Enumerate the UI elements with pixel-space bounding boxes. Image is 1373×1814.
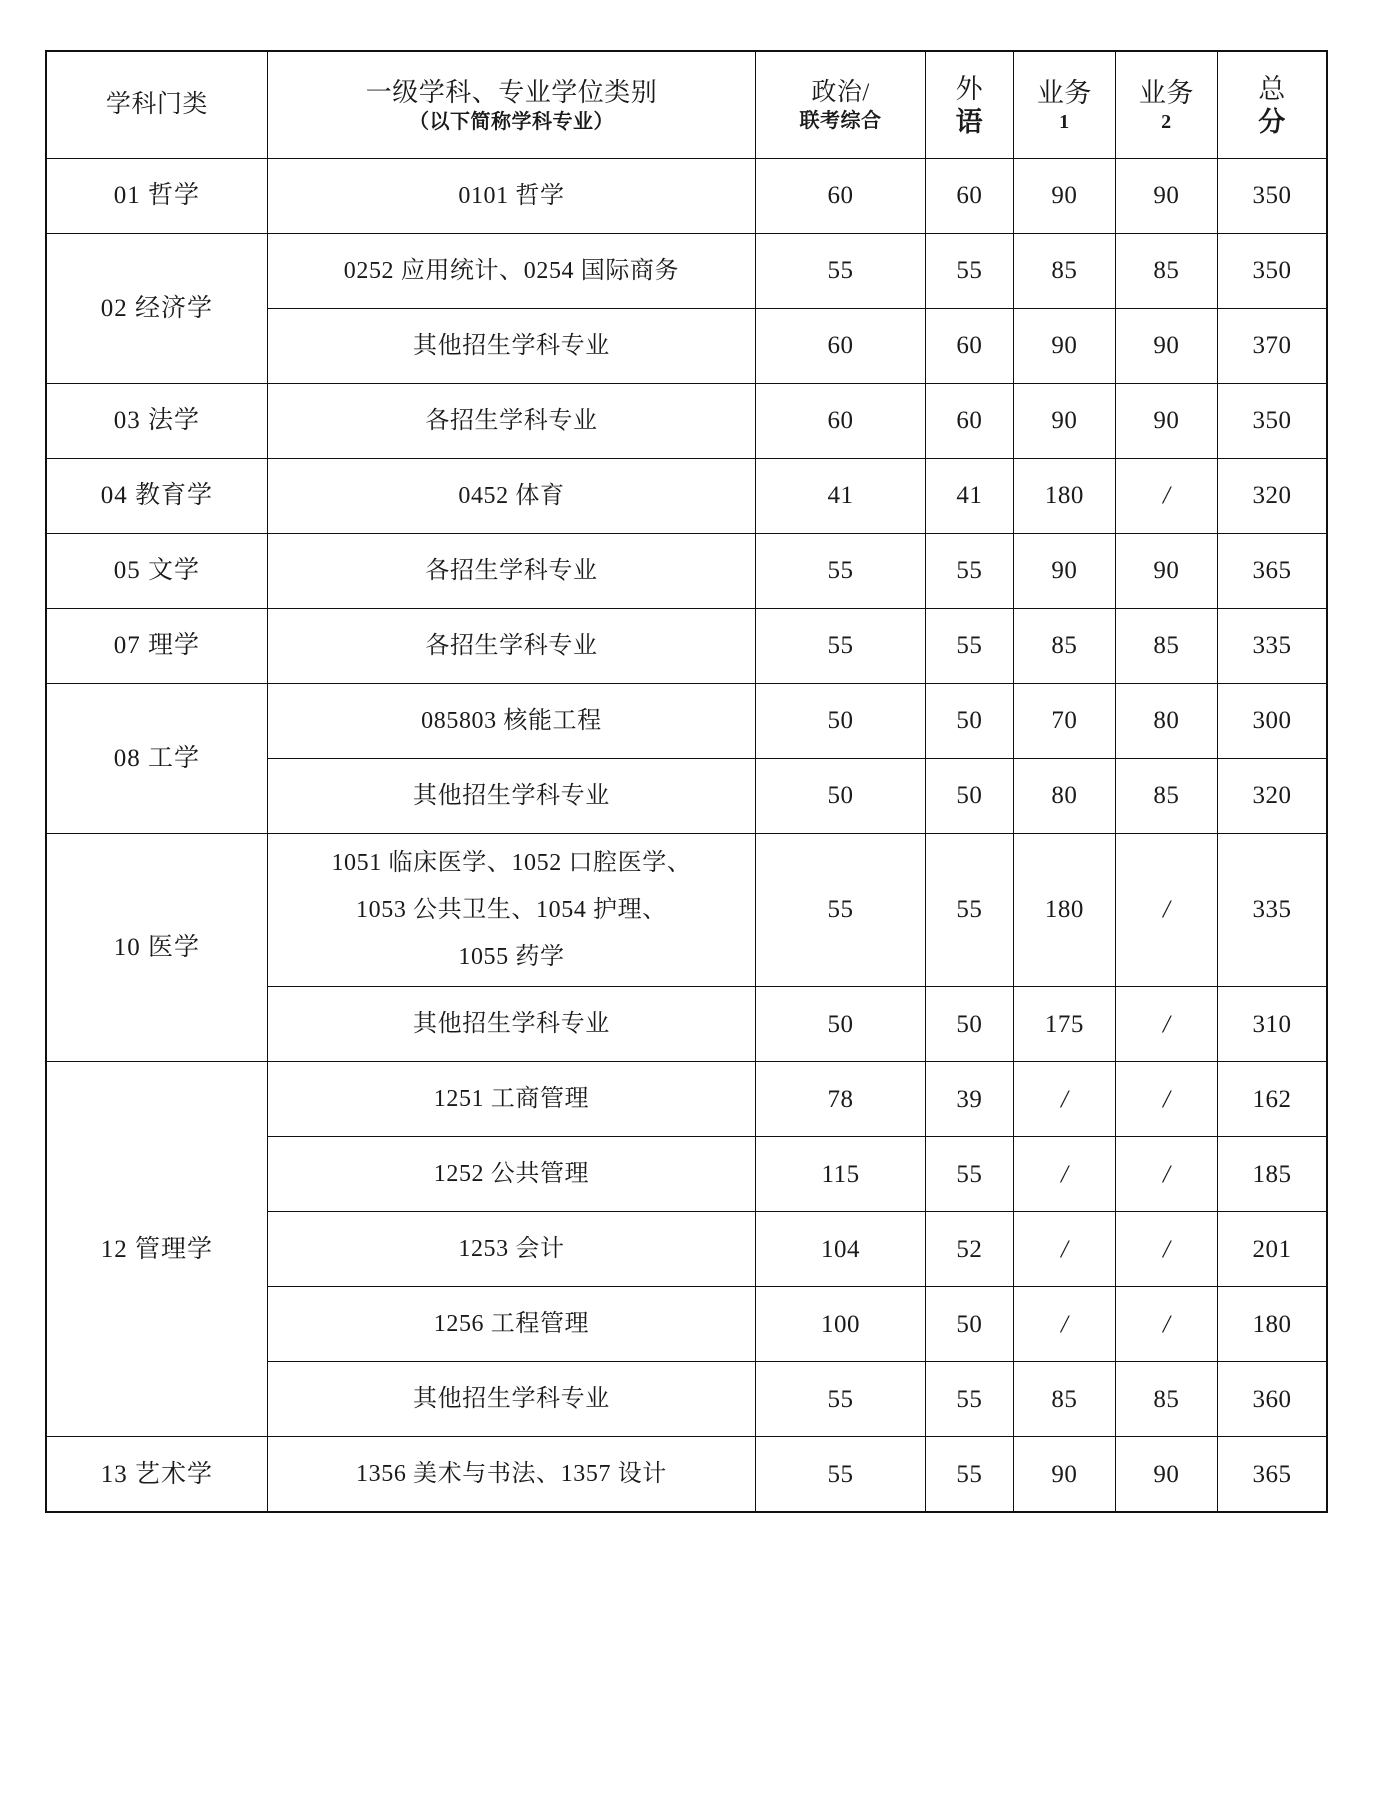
major-name-cell: 1051 临床医学、1052 口腔医学、 1053 公共卫生、1054 护理、 1055 药学 [267, 834, 756, 987]
major-name-cell: 各招生学科专业 [267, 384, 756, 459]
total-score-cell: 162 [1217, 1062, 1327, 1137]
foreign-language-score-cell: 55 [925, 534, 1013, 609]
professional-1-score-cell: 80 [1013, 759, 1115, 834]
professional-1-score-cell: 180 [1013, 459, 1115, 534]
header-row [46, 51, 1327, 159]
major-name-cell: 各招生学科专业 [267, 534, 756, 609]
header-politics [756, 51, 926, 159]
header-professional-2 [1115, 51, 1217, 159]
total-score-cell: 370 [1217, 309, 1327, 384]
table-row [46, 1437, 1327, 1513]
major-name-cell: 1256 工程管理 [267, 1287, 756, 1362]
foreign-language-score-cell: 52 [925, 1212, 1013, 1287]
major-name-cell: 1253 会计 [267, 1212, 756, 1287]
foreign-language-score-cell: 55 [925, 234, 1013, 309]
foreign-language-score-cell: 50 [925, 759, 1013, 834]
header-prof2-line1: 业务 [1138, 77, 1194, 108]
major-name-cell: 0452 体育 [267, 459, 756, 534]
professional-2-score-cell: 85 [1115, 1362, 1217, 1437]
header-professional-1 [1013, 51, 1115, 159]
total-score-cell: 360 [1217, 1362, 1327, 1437]
professional-2-score-cell: / [1115, 1212, 1217, 1287]
table-row [46, 159, 1327, 234]
major-name-cell: 1251 工商管理 [267, 1062, 756, 1137]
total-score-cell: 180 [1217, 1287, 1327, 1362]
foreign-language-score-cell: 55 [925, 834, 1013, 987]
foreign-language-score-cell: 39 [925, 1062, 1013, 1137]
total-score-cell: 335 [1217, 609, 1327, 684]
foreign-language-score-cell: 60 [925, 309, 1013, 384]
total-score-cell: 201 [1217, 1212, 1327, 1287]
total-score-cell: 350 [1217, 159, 1327, 234]
major-name-cell: 0252 应用统计、0254 国际商务 [267, 234, 756, 309]
professional-2-score-cell: 90 [1115, 384, 1217, 459]
header-major [267, 51, 756, 159]
politics-score-cell: 55 [756, 534, 926, 609]
politics-score-cell: 55 [756, 234, 926, 309]
professional-2-score-cell: 90 [1115, 534, 1217, 609]
major-name-cell: 085803 核能工程 [267, 684, 756, 759]
admission-score-table [45, 50, 1328, 1513]
discipline-category-cell: 02 经济学 [46, 234, 267, 384]
professional-1-score-cell: 70 [1013, 684, 1115, 759]
professional-1-score-cell: / [1013, 1212, 1115, 1287]
professional-1-score-cell: 90 [1013, 1437, 1115, 1513]
total-score-cell: 350 [1217, 384, 1327, 459]
discipline-category-cell: 12 管理学 [46, 1062, 267, 1437]
discipline-category-cell: 13 艺术学 [46, 1437, 267, 1513]
table-row [46, 684, 1327, 759]
header-foreign-line2: 语 [955, 107, 984, 138]
politics-score-cell: 78 [756, 1062, 926, 1137]
discipline-category-cell: 10 医学 [46, 834, 267, 1062]
major-name-cell: 其他招生学科专业 [267, 1362, 756, 1437]
total-score-cell: 335 [1217, 834, 1327, 987]
foreign-language-score-cell: 55 [925, 1362, 1013, 1437]
professional-2-score-cell: 90 [1115, 159, 1217, 234]
politics-score-cell: 55 [756, 1362, 926, 1437]
table-row [46, 234, 1327, 309]
header-category: 学科门类 [46, 51, 267, 159]
table-row [46, 834, 1327, 987]
header-foreign-language [925, 51, 1013, 159]
politics-score-cell: 50 [756, 987, 926, 1062]
total-score-cell: 350 [1217, 234, 1327, 309]
major-name-cell: 各招生学科专业 [267, 609, 756, 684]
politics-score-cell: 60 [756, 309, 926, 384]
total-score-cell: 365 [1217, 534, 1327, 609]
professional-1-score-cell: 175 [1013, 987, 1115, 1062]
foreign-language-score-cell: 41 [925, 459, 1013, 534]
table-row [46, 459, 1327, 534]
foreign-language-score-cell: 55 [925, 1137, 1013, 1212]
professional-1-score-cell: 85 [1013, 234, 1115, 309]
discipline-category-cell: 07 理学 [46, 609, 267, 684]
politics-score-cell: 60 [756, 159, 926, 234]
discipline-category-cell: 03 法学 [46, 384, 267, 459]
professional-2-score-cell: 90 [1115, 1437, 1217, 1513]
professional-2-score-cell: 90 [1115, 309, 1217, 384]
professional-2-score-cell: / [1115, 834, 1217, 987]
table-row [46, 534, 1327, 609]
total-score-cell: 310 [1217, 987, 1327, 1062]
header-total-line2: 分 [1258, 107, 1286, 138]
header-major-line1: 一级学科、专业学位类别 [365, 78, 658, 108]
professional-1-score-cell: / [1013, 1062, 1115, 1137]
politics-score-cell: 50 [756, 759, 926, 834]
header-total-line1: 总 [1258, 73, 1286, 104]
major-name-cell: 其他招生学科专业 [267, 309, 756, 384]
table-row [46, 609, 1327, 684]
professional-2-score-cell: 85 [1115, 609, 1217, 684]
professional-1-score-cell: 90 [1013, 159, 1115, 234]
professional-1-score-cell: 90 [1013, 309, 1115, 384]
professional-2-score-cell: / [1115, 1287, 1217, 1362]
table-row [46, 1062, 1327, 1137]
header-foreign-line1: 外 [955, 73, 984, 104]
major-name-cell: 1252 公共管理 [267, 1137, 756, 1212]
politics-score-cell: 55 [756, 1437, 926, 1513]
foreign-language-score-cell: 55 [925, 609, 1013, 684]
header-politics-line1: 政治/ [811, 79, 870, 106]
foreign-language-score-cell: 55 [925, 1437, 1013, 1513]
foreign-language-score-cell: 50 [925, 1287, 1013, 1362]
professional-2-score-cell: / [1115, 1137, 1217, 1212]
foreign-language-score-cell: 60 [925, 159, 1013, 234]
professional-1-score-cell: 90 [1013, 534, 1115, 609]
discipline-category-cell: 04 教育学 [46, 459, 267, 534]
professional-2-score-cell: 80 [1115, 684, 1217, 759]
total-score-cell: 365 [1217, 1437, 1327, 1513]
header-major-line2: （以下简称学科专业） [408, 110, 614, 133]
politics-score-cell: 55 [756, 834, 926, 987]
major-name-cell: 其他招生学科专业 [267, 987, 756, 1062]
major-name-cell: 1356 美术与书法、1357 设计 [267, 1437, 756, 1513]
header-politics-line2: 联考综合 [799, 110, 882, 132]
foreign-language-score-cell: 50 [925, 987, 1013, 1062]
professional-2-score-cell: 85 [1115, 759, 1217, 834]
politics-score-cell: 115 [756, 1137, 926, 1212]
total-score-cell: 320 [1217, 459, 1327, 534]
politics-score-cell: 55 [756, 609, 926, 684]
professional-1-score-cell: / [1013, 1287, 1115, 1362]
major-name-cell: 其他招生学科专业 [267, 759, 756, 834]
table-row [46, 384, 1327, 459]
major-name-cell: 0101 哲学 [267, 159, 756, 234]
header-total-score [1217, 51, 1327, 159]
discipline-category-cell: 01 哲学 [46, 159, 267, 234]
total-score-cell: 300 [1217, 684, 1327, 759]
header-prof1-line2: 1 [1059, 111, 1070, 134]
professional-1-score-cell: 90 [1013, 384, 1115, 459]
table-body [46, 159, 1327, 1513]
professional-2-score-cell: / [1115, 1062, 1217, 1137]
table-header [46, 51, 1327, 159]
politics-score-cell: 41 [756, 459, 926, 534]
foreign-language-score-cell: 50 [925, 684, 1013, 759]
header-prof2-line2: 2 [1161, 111, 1172, 134]
professional-1-score-cell: 85 [1013, 609, 1115, 684]
total-score-cell: 320 [1217, 759, 1327, 834]
professional-2-score-cell: / [1115, 987, 1217, 1062]
politics-score-cell: 104 [756, 1212, 926, 1287]
professional-1-score-cell: 85 [1013, 1362, 1115, 1437]
professional-1-score-cell: 180 [1013, 834, 1115, 987]
politics-score-cell: 100 [756, 1287, 926, 1362]
politics-score-cell: 50 [756, 684, 926, 759]
header-prof1-line1: 业务 [1036, 77, 1092, 108]
discipline-category-cell: 05 文学 [46, 534, 267, 609]
professional-1-score-cell: / [1013, 1137, 1115, 1212]
professional-2-score-cell: / [1115, 459, 1217, 534]
professional-2-score-cell: 85 [1115, 234, 1217, 309]
foreign-language-score-cell: 60 [925, 384, 1013, 459]
discipline-category-cell: 08 工学 [46, 684, 267, 834]
total-score-cell: 185 [1217, 1137, 1327, 1212]
politics-score-cell: 60 [756, 384, 926, 459]
